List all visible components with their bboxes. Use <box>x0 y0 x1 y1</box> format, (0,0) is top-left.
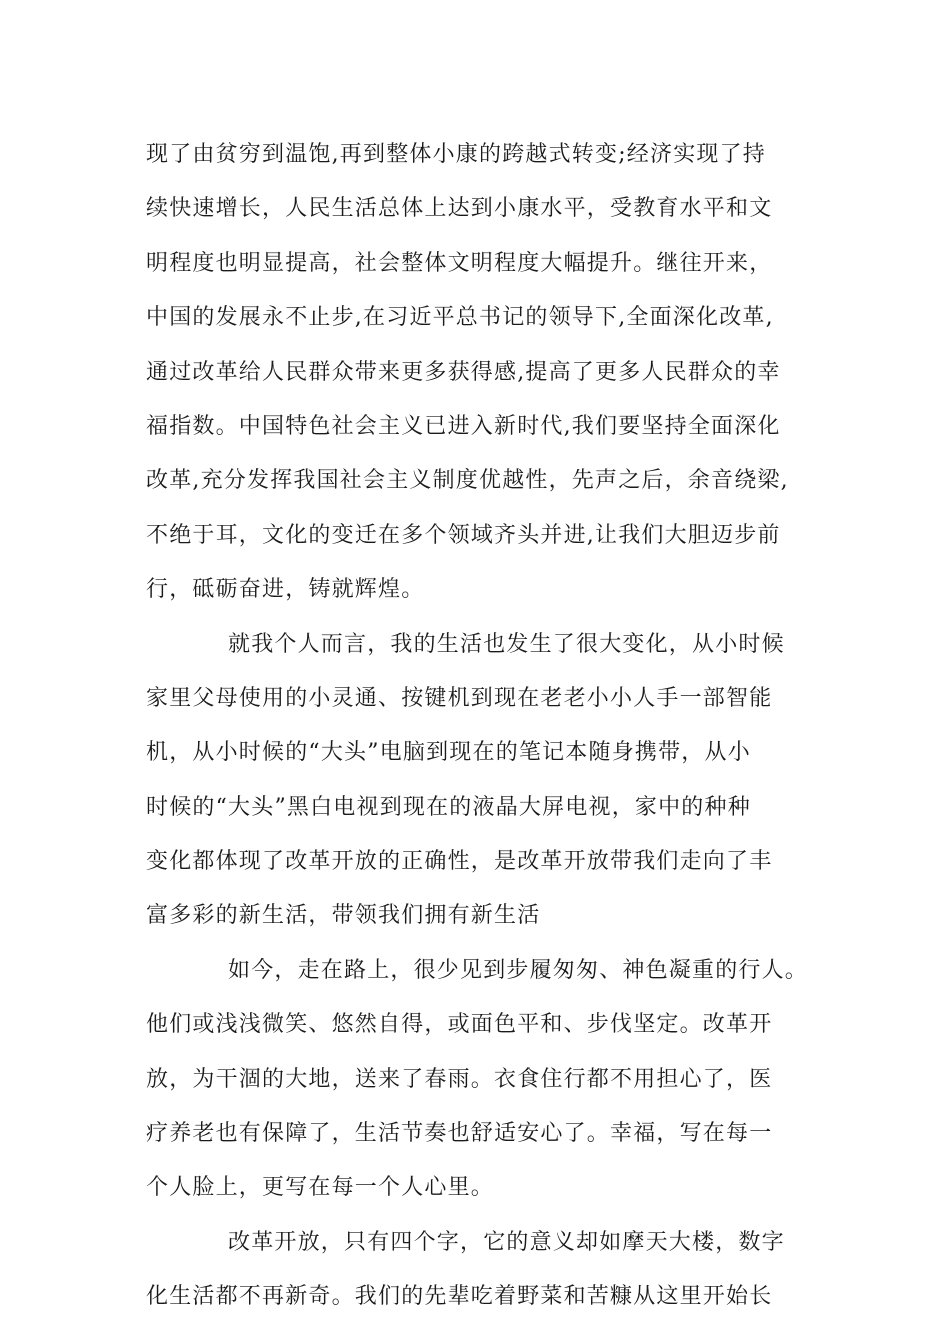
text-line: 行，砥砺奋进，铸就辉煌。 <box>146 577 425 603</box>
text-line: 机，从小时候的“大头”电脑到现在的笔记本随身携带，从小 <box>146 740 751 766</box>
text-line: 改革,充分发挥我国社会主义制度优越性，先声之后，余音绕梁, <box>146 468 789 494</box>
document-body <box>146 128 826 1325</box>
text-line: 福指数。中国特色社会主义已进入新时代,我们要坚持全面深化 <box>146 413 781 439</box>
text-line: 富多彩的新生活，带领我们拥有新生活 <box>146 903 541 929</box>
text-line: 疗养老也有保障了，生活节奏也舒适安心了。幸福，写在每一 <box>146 1121 773 1147</box>
text-line: 放，为干涸的大地，送来了春雨。衣食住行都不用担心了，医 <box>146 1066 773 1092</box>
text-line: 个人脸上，更写在每一个人心里。 <box>146 1175 495 1201</box>
paragraph-first-line: 改革开放，只有四个字，它的意义却如摩天大楼，数字 <box>228 1229 785 1255</box>
text-line: 现了由贫穷到温饱,再到整体小康的跨越式转变;经济实现了持 <box>146 142 767 167</box>
text-line: 不绝于耳，文化的变迁在多个领域齐头并进,让我们大胆迈步前 <box>146 522 781 548</box>
text-line: 变化都体现了改革开放的正确性，是改革开放带我们走向了丰 <box>146 849 773 875</box>
text-line: 他们或浅浅微笑、悠然自得，或面色平和、步伐坚定。改革开 <box>146 1012 773 1038</box>
text-line: 通过改革给人民群众带来更多获得感,提高了更多人民群众的幸 <box>146 359 781 385</box>
text-line: 时候的“大头”黑白电视到现在的液晶大屏电视，家中的种种 <box>146 794 751 820</box>
paragraph-first-line: 就我个人而言，我的生活也发生了很大变化，从小时候 <box>228 631 785 657</box>
paragraph-first-line: 如今，走在路上，很少见到步履匆匆、神色凝重的行人。 <box>228 957 809 983</box>
text-line: 家里父母使用的小灵通、按键机到现在老老小小人手一部智能 <box>146 685 773 711</box>
text-line: 续快速增长，人民生活总体上达到小康水平，受教育水平和文 <box>146 196 773 222</box>
text-line: 化生活都不再新奇。我们的先辈吃着野菜和苦糠从这里开始长 <box>146 1284 773 1310</box>
text-line: 中国的发展永不止步,在习近平总书记的领导下,全面深化改革, <box>146 305 774 331</box>
text-line: 明程度也明显提高，社会整体文明程度大幅提升。继往开来， <box>146 250 773 276</box>
